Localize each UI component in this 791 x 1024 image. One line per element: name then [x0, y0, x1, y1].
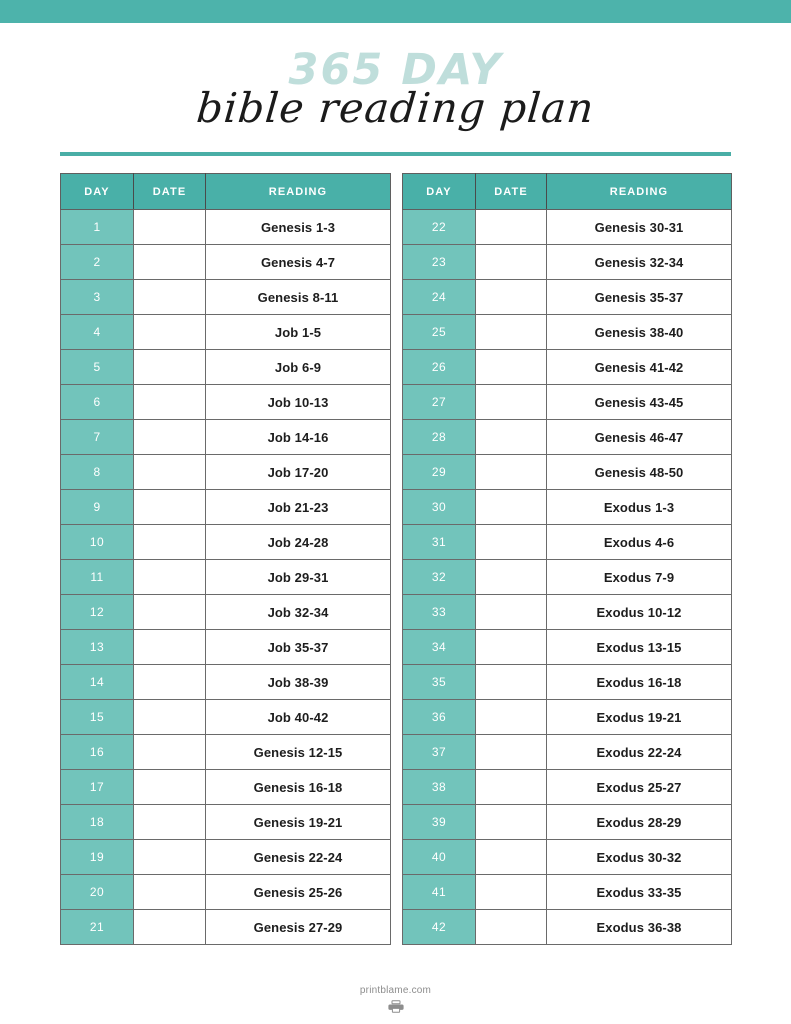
reading-passage-cell: Genesis 4-7 [206, 245, 391, 280]
day-number-cell: 6 [61, 385, 134, 420]
title-divider-rule [60, 152, 731, 156]
date-entry-cell[interactable] [134, 455, 206, 490]
column-header-reading: READING [206, 174, 391, 210]
date-entry-cell[interactable] [476, 455, 547, 490]
reading-passage-cell: Job 10-13 [206, 385, 391, 420]
reading-passage-cell: Job 32-34 [206, 595, 391, 630]
table-row [61, 875, 391, 910]
date-entry-cell[interactable] [476, 280, 547, 315]
day-number-cell: 17 [61, 770, 134, 805]
date-entry-cell[interactable] [134, 595, 206, 630]
date-entry-cell[interactable] [134, 560, 206, 595]
table-row [61, 805, 391, 840]
column-header-day: DAY [61, 174, 134, 210]
date-entry-cell[interactable] [476, 420, 547, 455]
table-row [403, 350, 732, 385]
table-row [403, 770, 732, 805]
date-entry-cell[interactable] [134, 490, 206, 525]
table-row [61, 770, 391, 805]
day-number-cell: 31 [403, 525, 476, 560]
date-entry-cell[interactable] [134, 315, 206, 350]
reading-passage-cell: Exodus 25-27 [547, 770, 732, 805]
table-row [61, 420, 391, 455]
date-entry-cell[interactable] [134, 245, 206, 280]
date-entry-cell[interactable] [134, 525, 206, 560]
date-entry-cell[interactable] [476, 525, 547, 560]
table-row [61, 245, 391, 280]
reading-passage-cell: Exodus 30-32 [547, 840, 732, 875]
table-row [61, 525, 391, 560]
table-row [403, 315, 732, 350]
day-number-cell: 4 [61, 315, 134, 350]
table-row [61, 595, 391, 630]
reading-passage-cell: Genesis 32-34 [547, 245, 732, 280]
reading-passage-cell: Genesis 48-50 [547, 455, 732, 490]
day-number-cell: 5 [61, 350, 134, 385]
page-footer [0, 985, 791, 1013]
reading-passage-cell: Exodus 1-3 [547, 490, 732, 525]
date-entry-cell[interactable] [134, 420, 206, 455]
reading-passage-cell: Job 24-28 [206, 525, 391, 560]
day-number-cell: 13 [61, 630, 134, 665]
reading-passage-cell: Genesis 41-42 [547, 350, 732, 385]
date-entry-cell[interactable] [134, 280, 206, 315]
date-entry-cell[interactable] [476, 630, 547, 665]
table-row [403, 385, 732, 420]
date-entry-cell[interactable] [134, 665, 206, 700]
date-entry-cell[interactable] [476, 805, 547, 840]
reading-passage-cell: Exodus 19-21 [547, 700, 732, 735]
table-row [403, 700, 732, 735]
day-number-cell: 21 [61, 910, 134, 945]
table-row [61, 350, 391, 385]
reading-passage-cell: Genesis 27-29 [206, 910, 391, 945]
reading-passage-cell: Job 21-23 [206, 490, 391, 525]
reading-passage-cell: Job 35-37 [206, 630, 391, 665]
column-header-date: DATE [134, 174, 206, 210]
day-number-cell: 29 [403, 455, 476, 490]
table-row [403, 630, 732, 665]
day-number-cell: 35 [403, 665, 476, 700]
date-entry-cell[interactable] [134, 910, 206, 945]
date-entry-cell[interactable] [476, 350, 547, 385]
date-entry-cell[interactable] [476, 700, 547, 735]
reading-passage-cell: Genesis 8-11 [206, 280, 391, 315]
day-number-cell: 9 [61, 490, 134, 525]
reading-passage-cell: Genesis 19-21 [206, 805, 391, 840]
table-row [61, 315, 391, 350]
reading-passage-cell: Job 6-9 [206, 350, 391, 385]
day-number-cell: 12 [61, 595, 134, 630]
reading-passage-cell: Exodus 7-9 [547, 560, 732, 595]
table-row [61, 455, 391, 490]
reading-passage-cell: Genesis 43-45 [547, 385, 732, 420]
table-row [403, 735, 732, 770]
day-number-cell: 28 [403, 420, 476, 455]
day-number-cell: 3 [61, 280, 134, 315]
date-entry-cell[interactable] [134, 805, 206, 840]
date-entry-cell[interactable] [134, 770, 206, 805]
date-entry-cell[interactable] [476, 875, 547, 910]
day-number-cell: 1 [61, 210, 134, 245]
date-entry-cell[interactable] [476, 490, 547, 525]
table-row [403, 280, 732, 315]
date-entry-cell[interactable] [134, 735, 206, 770]
reading-plan-table-left [60, 173, 391, 945]
column-header-date: DATE [476, 174, 547, 210]
reading-passage-cell: Exodus 33-35 [547, 875, 732, 910]
day-number-cell: 41 [403, 875, 476, 910]
table-row [61, 910, 391, 945]
reading-passage-cell: Job 40-42 [206, 700, 391, 735]
reading-passage-cell: Genesis 38-40 [547, 315, 732, 350]
table-row [403, 455, 732, 490]
day-number-cell: 42 [403, 910, 476, 945]
day-number-cell: 37 [403, 735, 476, 770]
table-row [61, 210, 391, 245]
date-entry-cell[interactable] [476, 315, 547, 350]
table-row [403, 420, 732, 455]
table-row [61, 735, 391, 770]
top-banner [0, 0, 791, 23]
day-number-cell: 30 [403, 490, 476, 525]
day-number-cell: 34 [403, 630, 476, 665]
date-entry-cell[interactable] [134, 840, 206, 875]
day-number-cell: 39 [403, 805, 476, 840]
reading-passage-cell: Exodus 16-18 [547, 665, 732, 700]
reading-passage-cell: Genesis 35-37 [547, 280, 732, 315]
day-number-cell: 40 [403, 840, 476, 875]
reading-passage-cell: Genesis 30-31 [547, 210, 732, 245]
reading-passage-cell: Genesis 16-18 [206, 770, 391, 805]
reading-passage-cell: Genesis 12-15 [206, 735, 391, 770]
date-entry-cell[interactable] [134, 210, 206, 245]
day-number-cell: 22 [403, 210, 476, 245]
day-number-cell: 36 [403, 700, 476, 735]
reading-passage-cell: Exodus 4-6 [547, 525, 732, 560]
date-entry-cell[interactable] [476, 385, 547, 420]
day-number-cell: 8 [61, 455, 134, 490]
table-row [403, 910, 732, 945]
day-number-cell: 10 [61, 525, 134, 560]
day-number-cell: 16 [61, 735, 134, 770]
reading-plan-table-right [402, 173, 732, 945]
day-number-cell: 14 [61, 665, 134, 700]
reading-passage-cell: Exodus 28-29 [547, 805, 732, 840]
date-entry-cell[interactable] [476, 910, 547, 945]
page-title-block [0, 46, 791, 141]
table-header-row [61, 174, 391, 210]
table-row [61, 630, 391, 665]
reading-passage-cell: Genesis 46-47 [547, 420, 732, 455]
day-number-cell: 38 [403, 770, 476, 805]
table-row [61, 385, 391, 420]
table-row [403, 595, 732, 630]
reading-passage-cell: Exodus 22-24 [547, 735, 732, 770]
table-row [403, 245, 732, 280]
date-entry-cell[interactable] [476, 210, 547, 245]
table-row [403, 560, 732, 595]
table-row [403, 665, 732, 700]
table-row [61, 560, 391, 595]
day-number-cell: 24 [403, 280, 476, 315]
reading-passage-cell: Exodus 10-12 [547, 595, 732, 630]
table-row [61, 490, 391, 525]
footer-site-label: printblame.com [359, 985, 432, 996]
date-entry-cell[interactable] [476, 245, 547, 280]
day-number-cell: 26 [403, 350, 476, 385]
day-number-cell: 15 [61, 700, 134, 735]
date-entry-cell[interactable] [476, 770, 547, 805]
reading-passage-cell: Exodus 13-15 [547, 630, 732, 665]
reading-passage-cell: Job 38-39 [206, 665, 391, 700]
reading-passage-cell: Genesis 1-3 [206, 210, 391, 245]
day-number-cell: 11 [61, 560, 134, 595]
day-number-cell: 33 [403, 595, 476, 630]
table-row [403, 875, 732, 910]
table-row [61, 280, 391, 315]
printer-icon [388, 1000, 404, 1013]
day-number-cell: 18 [61, 805, 134, 840]
reading-passage-cell: Job 14-16 [206, 420, 391, 455]
date-entry-cell[interactable] [134, 630, 206, 665]
table-row [61, 665, 391, 700]
day-number-cell: 20 [61, 875, 134, 910]
table-row [403, 210, 732, 245]
day-number-cell: 7 [61, 420, 134, 455]
date-entry-cell[interactable] [476, 595, 547, 630]
date-entry-cell[interactable] [134, 875, 206, 910]
day-number-cell: 19 [61, 840, 134, 875]
date-entry-cell[interactable] [476, 840, 547, 875]
date-entry-cell[interactable] [134, 350, 206, 385]
table-row [403, 805, 732, 840]
reading-passage-cell: Job 17-20 [206, 455, 391, 490]
reading-passage-cell: Genesis 25-26 [206, 875, 391, 910]
day-number-cell: 27 [403, 385, 476, 420]
title-overlay-365-day: 365 DAY [288, 45, 503, 95]
reading-passage-cell: Exodus 36-38 [547, 910, 732, 945]
table-row [403, 490, 732, 525]
table-row [403, 525, 732, 560]
date-entry-cell[interactable] [476, 560, 547, 595]
table-header-row [403, 174, 732, 210]
reading-passage-cell: Genesis 22-24 [206, 840, 391, 875]
reading-passage-cell: Job 1-5 [206, 315, 391, 350]
table-row [403, 840, 732, 875]
reading-passage-cell: Job 29-31 [206, 560, 391, 595]
day-number-cell: 23 [403, 245, 476, 280]
day-number-cell: 2 [61, 245, 134, 280]
day-number-cell: 25 [403, 315, 476, 350]
date-entry-cell[interactable] [134, 700, 206, 735]
date-entry-cell[interactable] [476, 735, 547, 770]
page-title: bible reading plan [194, 84, 597, 132]
date-entry-cell[interactable] [476, 665, 547, 700]
date-entry-cell[interactable] [134, 385, 206, 420]
table-row [61, 700, 391, 735]
column-header-reading: READING [547, 174, 732, 210]
table-row [61, 840, 391, 875]
day-number-cell: 32 [403, 560, 476, 595]
column-header-day: DAY [403, 174, 476, 210]
